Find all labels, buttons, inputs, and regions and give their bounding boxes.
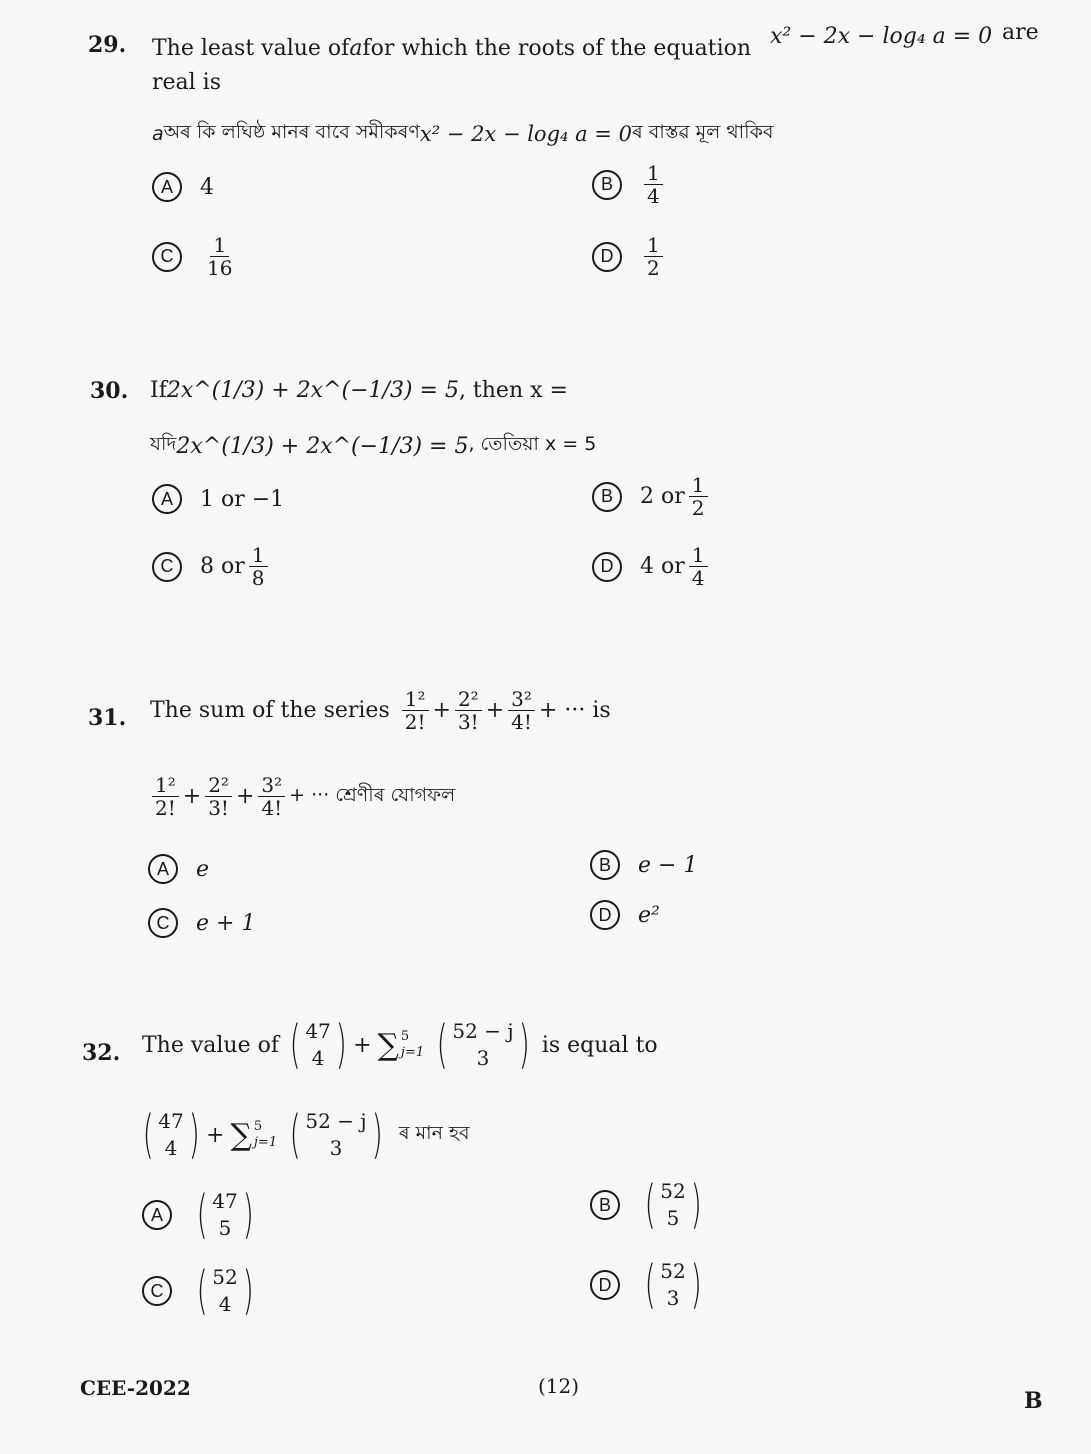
den: 4	[691, 566, 705, 590]
fraction	[249, 544, 268, 589]
fraction	[689, 544, 708, 589]
sigma-symbol: ∑	[230, 1117, 252, 1153]
text: ৰ বাস্তৱ মূল থাকিব	[631, 121, 774, 143]
plus: +	[432, 698, 451, 723]
fraction	[205, 774, 232, 819]
option-letter-b: B	[590, 850, 620, 880]
binomial: ( 52 4 )	[196, 1261, 254, 1321]
text: , then x =	[458, 378, 568, 403]
plus: +	[206, 1122, 225, 1148]
den: 4!	[511, 710, 532, 734]
page-number: (12)	[538, 1374, 580, 1398]
question-text-en	[152, 36, 751, 61]
sub: j=1	[253, 1135, 278, 1150]
bottom: 3	[329, 1136, 343, 1160]
top: 52	[212, 1265, 238, 1289]
booklet-series: B	[1024, 1388, 1043, 1414]
bottom: 3	[476, 1046, 490, 1070]
num: 2²	[455, 688, 482, 711]
option-d[interactable]	[592, 544, 712, 589]
num: 2²	[205, 774, 232, 797]
bottom: 4	[218, 1292, 232, 1316]
option-letter-c: C	[152, 242, 182, 272]
bottom: 5	[666, 1206, 680, 1230]
num: 1²	[152, 774, 179, 797]
plus: +	[182, 784, 202, 809]
question-text-as	[152, 118, 773, 150]
num: 1	[689, 544, 708, 567]
question-number: 31.	[88, 705, 127, 731]
option-value: 4 or	[640, 554, 685, 579]
top: 52 − j	[305, 1109, 367, 1133]
text: are	[1002, 20, 1039, 45]
option-letter-b: B	[590, 1190, 620, 1220]
fraction	[508, 688, 535, 733]
option-letter-a: A	[152, 172, 182, 202]
num: 3²	[258, 774, 285, 797]
var: a	[152, 123, 164, 145]
option-value: e + 1	[196, 910, 256, 936]
binomial: ( 52 5 )	[644, 1175, 702, 1235]
binomial: ( 52 − j 3 )	[436, 1015, 530, 1075]
text: The sum of the series	[150, 698, 390, 723]
binomial: ( 52 − j 3 )	[289, 1105, 383, 1165]
text: ৰ মান হব	[398, 1122, 470, 1144]
text: যদি	[150, 433, 177, 455]
question-text-en	[142, 1015, 658, 1075]
option-b[interactable]	[590, 850, 697, 880]
option-letter-d: D	[592, 552, 622, 582]
den: 3!	[457, 710, 479, 734]
den: 8	[251, 566, 265, 590]
option-c[interactable]	[148, 908, 255, 938]
text: অৰ কি লঘিষ্ঠ মানৰ বাবে সমীকৰণ	[163, 121, 420, 143]
fraction	[152, 774, 179, 819]
bottom: 5	[218, 1216, 232, 1240]
den: 16	[207, 256, 233, 280]
question-number: 30.	[90, 378, 129, 404]
var: a	[349, 36, 363, 61]
fraction	[644, 162, 663, 207]
text: The value of	[142, 1032, 280, 1058]
fraction	[689, 474, 708, 519]
equation: x² − 2x − log₄ a = 0	[419, 122, 632, 146]
option-letter-c: C	[152, 552, 182, 582]
text: If	[150, 378, 167, 403]
fraction	[402, 688, 429, 733]
option-value: e	[196, 856, 210, 882]
option-value: 4	[200, 174, 214, 200]
option-letter-a: A	[142, 1200, 172, 1230]
den: 2!	[155, 796, 176, 820]
bottom: 4	[311, 1046, 325, 1070]
binomial: ( 52 3 )	[644, 1255, 702, 1315]
option-letter-c: C	[142, 1276, 172, 1306]
option-a[interactable]	[152, 172, 214, 202]
top: 47	[305, 1019, 331, 1043]
num: 1	[210, 234, 229, 257]
question-text-en	[150, 378, 568, 403]
option-letter-a: A	[152, 484, 182, 514]
plus: +	[485, 698, 505, 723]
den: 4	[647, 184, 660, 208]
option-d[interactable]	[590, 900, 660, 930]
equation: x² − 2x − log₄ a = 0	[770, 24, 993, 49]
option-b[interactable]	[592, 474, 712, 519]
binomial: ( 47 5 )	[196, 1185, 254, 1245]
fraction	[258, 774, 285, 819]
option-c[interactable]	[152, 234, 239, 279]
num: 1	[644, 234, 663, 257]
text: + ··· is	[538, 698, 611, 723]
option-letter-d: D	[590, 900, 620, 930]
num: 1	[249, 544, 268, 567]
den: 2	[691, 496, 705, 520]
equation: 2x^(1/3) + 2x^(−1/3) = 5	[176, 433, 469, 459]
sup: 5	[253, 1119, 263, 1135]
option-letter-b: B	[592, 482, 622, 512]
text: is equal to	[541, 1032, 658, 1058]
option-value: 8 or	[200, 554, 245, 579]
text: The least value of	[152, 36, 350, 61]
top: 52 − j	[452, 1019, 514, 1043]
question-text-as	[136, 1105, 470, 1165]
question-text-en-2: real is	[152, 70, 222, 95]
den: 2	[647, 256, 660, 280]
option-a[interactable]	[152, 484, 284, 514]
option-letter-b: B	[592, 170, 622, 200]
binomial: ( 47 4 )	[142, 1105, 200, 1165]
option-d[interactable]	[590, 1255, 708, 1315]
sup: 5	[400, 1029, 410, 1045]
num: 1²	[402, 688, 429, 711]
option-value: 2 or	[640, 484, 685, 509]
option-value: e²	[638, 902, 660, 928]
num: 3²	[508, 688, 535, 711]
text: + ··· শ্ৰেণীৰ যোগফল	[289, 783, 456, 806]
sub: j=1	[400, 1045, 425, 1060]
question-number: 32.	[82, 1040, 121, 1066]
option-c[interactable]	[142, 1261, 260, 1321]
question-text-en	[150, 688, 611, 733]
plus: +	[353, 1032, 372, 1058]
question-text-as	[150, 430, 596, 462]
plus: +	[235, 784, 255, 809]
den: 2!	[404, 710, 426, 734]
option-d[interactable]	[592, 234, 667, 279]
num: 1	[689, 474, 708, 497]
den: 3!	[208, 796, 229, 820]
binomial: ( 47 4 )	[289, 1015, 347, 1075]
question-text-as	[148, 774, 455, 819]
fraction	[204, 234, 235, 279]
top: 47	[212, 1189, 238, 1213]
option-letter-c: C	[148, 908, 178, 938]
den: 4!	[261, 796, 283, 820]
bottom: 4	[164, 1136, 178, 1160]
sum-limits	[254, 1119, 277, 1150]
option-a[interactable]	[142, 1185, 260, 1245]
option-letter-a: A	[148, 854, 178, 884]
fraction	[644, 234, 663, 279]
text: for which the roots of the equation	[362, 36, 752, 61]
option-c[interactable]	[152, 544, 272, 589]
equation: 2x^(1/3) + 2x^(−1/3) = 5	[166, 378, 459, 403]
top: 47	[158, 1109, 184, 1133]
text: , তেতিয়া x = 5	[468, 433, 597, 455]
top: 52	[660, 1259, 686, 1283]
option-a[interactable]	[148, 854, 209, 884]
sum-limits	[401, 1029, 424, 1060]
option-b[interactable]	[592, 162, 667, 207]
num: 1	[644, 162, 663, 185]
sigma-symbol: ∑	[377, 1027, 399, 1063]
option-letter-d: D	[592, 242, 622, 272]
fraction	[455, 688, 482, 733]
question-number: 29.	[88, 32, 127, 58]
bottom: 3	[666, 1286, 680, 1310]
option-value: e − 1	[638, 852, 698, 878]
option-value: 1 or −1	[200, 486, 285, 512]
option-letter-d: D	[590, 1270, 620, 1300]
option-b[interactable]	[590, 1175, 708, 1235]
top: 52	[660, 1179, 686, 1203]
footer-exam-code: CEE-2022	[80, 1376, 191, 1400]
